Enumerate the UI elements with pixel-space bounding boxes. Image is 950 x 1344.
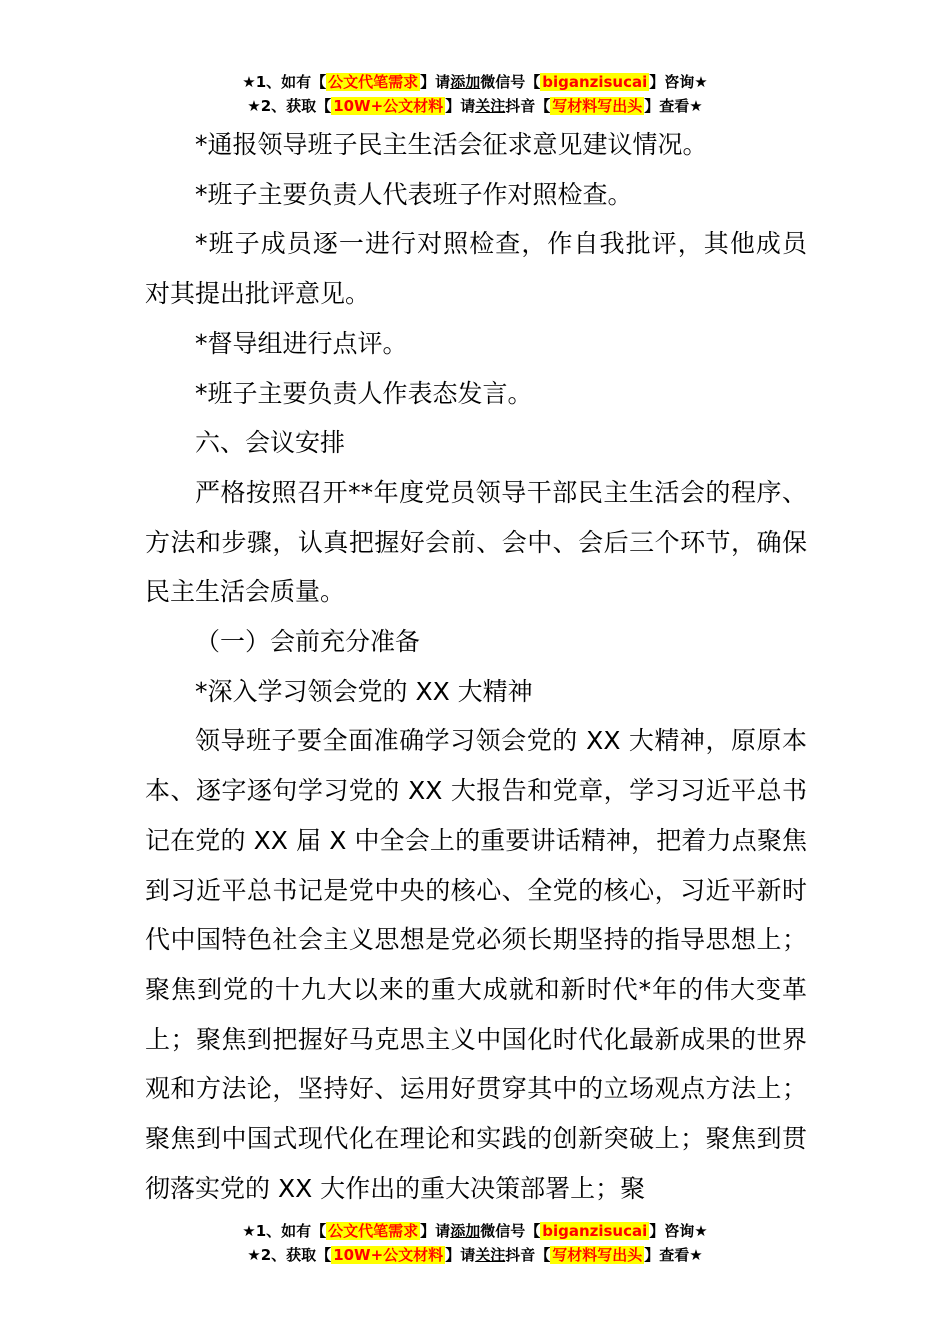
banner-text: 】查看★ bbox=[644, 1246, 703, 1264]
banner-text: 】请 bbox=[445, 1246, 476, 1264]
paragraph: 严格按照召开**年度党员领导干部民主生活会的程序、方法和步骤，认真把握好会前、会中、会后三个环节，确保民主生活会质量。 bbox=[145, 477, 807, 607]
paragraph: 领导班子要全面准确学习领会党的 XX 大精神，原原本本、逐字逐句学习党的 XX 大报告和党章，学习习近平总书记在党的 XX 届 X 中全会上的重要讲话精神，把着力点聚焦到习近平总书记是党中央的核心、全党的核心，习近平新时代中国特色社会主义思想是党必须长期坚持的指导思想上；聚焦到党的十九大以来的重大成就和新时代*年的伟大变革上；聚焦到把握好马克思主义中国化时代化最新成果的世界观和方法论，坚持好、运用好贯穿其中的立场观点方法上；聚焦到中国式现代化在理论和实践的创新突破上；聚焦到贯彻落实党的 XX 大作出的重大决策部署上；聚 bbox=[145, 726, 807, 1203]
banner-highlight: 写材料写出头 bbox=[552, 1246, 643, 1264]
banner-text: 微信号【 bbox=[480, 1222, 541, 1240]
banner-highlight: 10W+公文材料 bbox=[333, 97, 444, 115]
paragraph: *督导组进行点评。 bbox=[195, 328, 408, 358]
paragraph: *班子成员逐一进行对照检查，作自我批评，其他成员对其提出批评意见。 bbox=[145, 229, 807, 309]
paragraph: *班子主要负责人代表班子作对照检查。 bbox=[195, 179, 633, 209]
banner-highlight: biganzisucai bbox=[542, 1222, 648, 1240]
banner-text: 微信号【 bbox=[480, 73, 541, 91]
banner-highlight: 公文代笔需求 bbox=[328, 73, 419, 91]
banner-text: 】请 bbox=[420, 1222, 451, 1240]
banner-underline: 添加 bbox=[450, 73, 481, 91]
banner-text: 】咨询★ bbox=[649, 1222, 708, 1240]
footer-banner bbox=[0, 1219, 950, 1267]
paragraph: *深入学习领会党的 XX 大精神 bbox=[195, 676, 533, 706]
paragraph: *班子主要负责人作表态发言。 bbox=[195, 378, 533, 408]
banner-highlight: biganzisucai bbox=[542, 73, 648, 91]
subsection-heading: （一）会前充分准备 bbox=[195, 627, 421, 657]
banner-text: 抖音【 bbox=[505, 1246, 551, 1264]
header-banner bbox=[0, 70, 950, 118]
banner-underline: 添加 bbox=[450, 1222, 481, 1240]
banner-highlight: 公文代笔需求 bbox=[328, 1222, 419, 1240]
banner-text: 】请 bbox=[445, 97, 476, 115]
section-heading: 六、会议安排 bbox=[195, 428, 346, 458]
banner-text: ★2、获取【 bbox=[247, 97, 332, 115]
banner-text: ★2、获取【 bbox=[247, 1246, 332, 1264]
banner-text: ★1、如有【 bbox=[242, 1222, 327, 1240]
banner-text: 】请 bbox=[420, 73, 451, 91]
banner-text: 抖音【 bbox=[505, 97, 551, 115]
banner-underline: 关注 bbox=[475, 97, 506, 115]
banner-highlight: 10W+公文材料 bbox=[333, 1246, 444, 1264]
banner-line-2 bbox=[0, 1243, 950, 1267]
banner-text: 】查看★ bbox=[644, 97, 703, 115]
banner-underline: 关注 bbox=[475, 1246, 506, 1264]
banner-text: ★1、如有【 bbox=[242, 73, 327, 91]
banner-text: 】咨询★ bbox=[649, 73, 708, 91]
paragraph: *通报领导班子民主生活会征求意见建议情况。 bbox=[195, 130, 708, 159]
banner-highlight: 写材料写出头 bbox=[552, 97, 643, 115]
banner-line-1 bbox=[0, 70, 950, 94]
document-body bbox=[145, 120, 807, 1213]
banner-line-2 bbox=[0, 94, 950, 118]
banner-line-1 bbox=[0, 1219, 950, 1243]
